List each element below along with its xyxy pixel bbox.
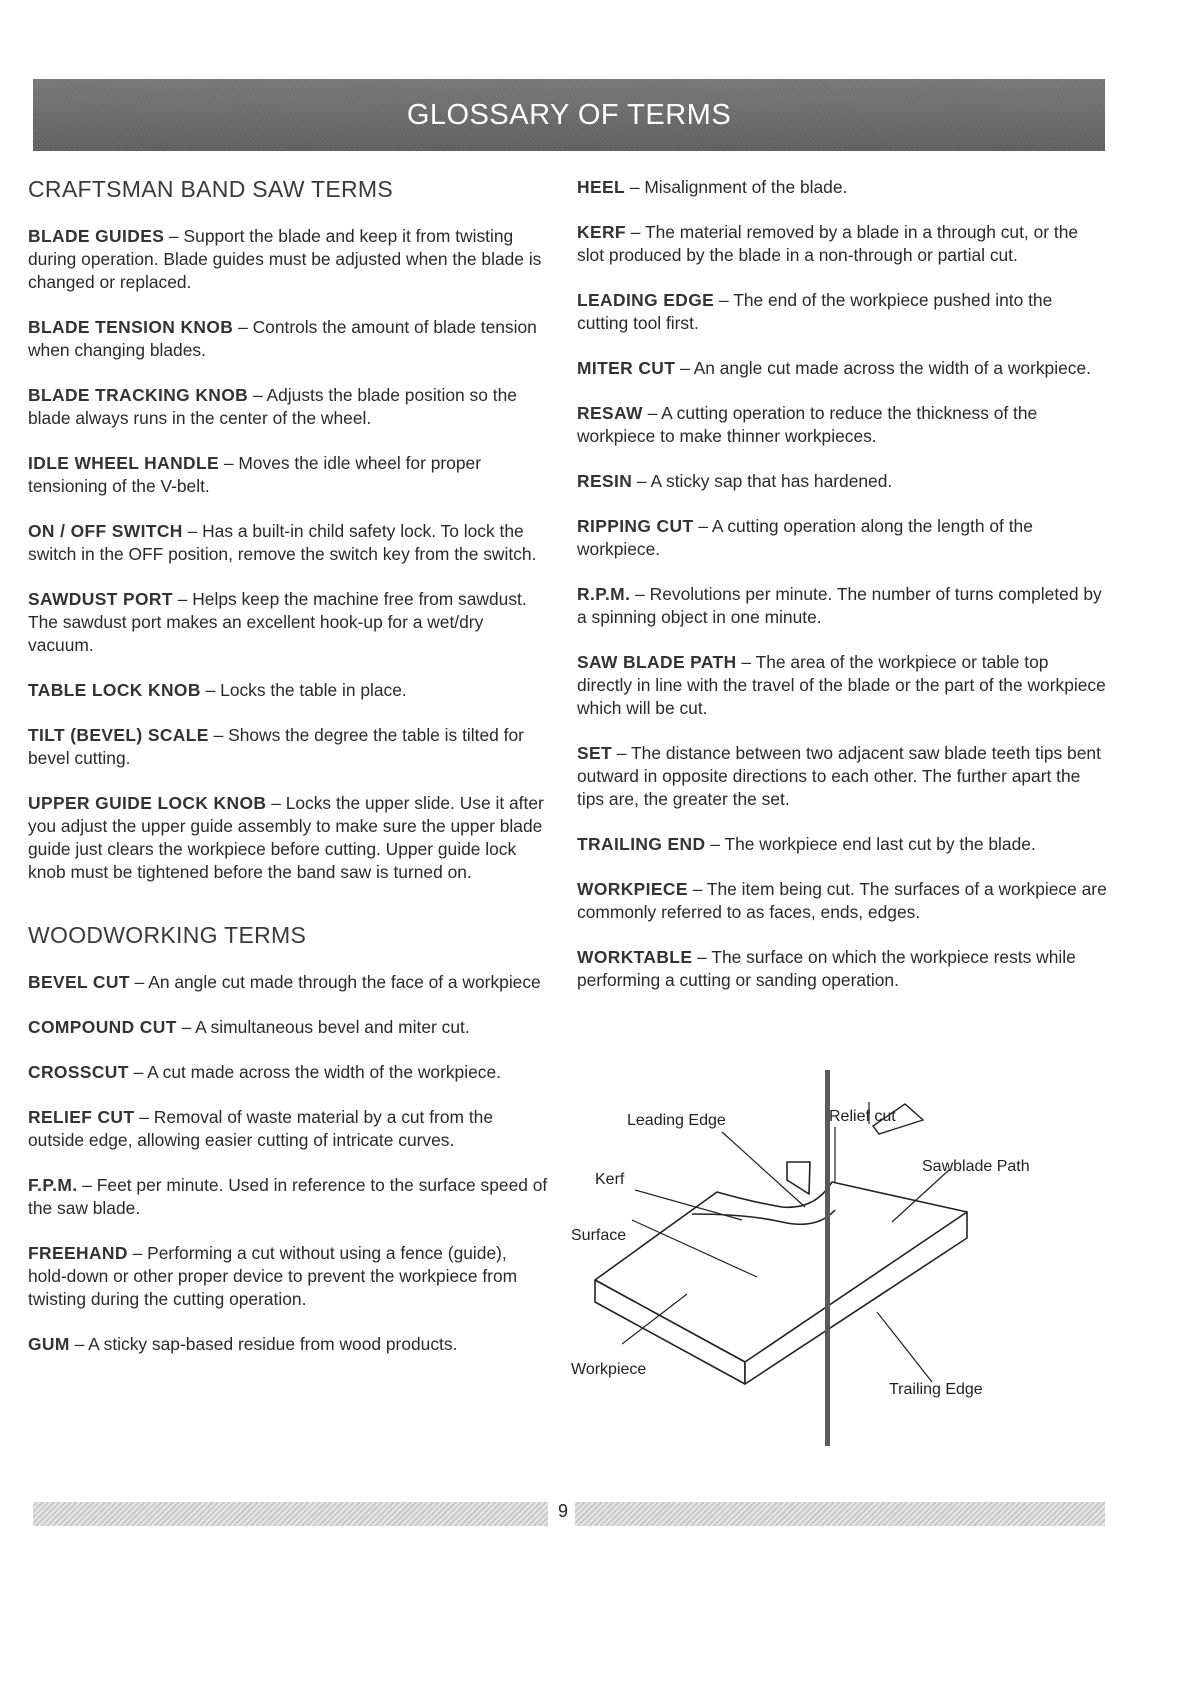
glossary-entry-relief-cut — [28, 1106, 550, 1152]
glossary-entry-set — [577, 742, 1107, 811]
glossary-definition: – Helps keep the machine free from sawdust. The sawdust port makes an excellent hook-up for a wet/dry vacuum. — [28, 589, 527, 655]
glossary-entry-workpiece — [577, 878, 1107, 924]
glossary-entry-heel — [577, 176, 1107, 199]
glossary-definition: – The material removed by a blade in a through cut, or the slot produced by the blade in a non-through or partial cut. — [577, 222, 1079, 265]
glossary-term: UPPER GUIDE LOCK KNOB — [28, 793, 267, 813]
glossary-definition: – Feet per minute. Used in reference to the surface speed of the saw blade. — [28, 1175, 548, 1218]
glossary-term: BLADE GUIDES — [28, 226, 165, 246]
label-trailing-edge: Trailing Edge — [889, 1381, 983, 1398]
glossary-definition: – The end of the workpiece pushed into the cutting tool first. — [577, 290, 1053, 333]
glossary-definition: – Shows the degree the table is tilted for bevel cutting. — [28, 725, 524, 768]
glossary-definition: – Has a built-in child safety lock. To lock the switch in the OFF position, remove the switch key from the switch. — [28, 521, 537, 564]
glossary-term: BEVEL CUT — [28, 972, 130, 992]
glossary-definition: – Removal of waste material by a cut from the outside edge, allowing easier cutting of intricate curves. — [28, 1107, 494, 1150]
glossary-term: BLADE TENSION KNOB — [28, 317, 234, 337]
page-title: GLOSSARY OF TERMS — [406, 98, 732, 131]
glossary-definition: – The workpiece end last cut by the blade. — [705, 834, 1036, 854]
glossary-term: MITER CUT — [577, 358, 676, 378]
label-kerf: Kerf — [595, 1171, 625, 1188]
glossary-definition: – Adjusts the blade position so the blade always runs in the center of the wheel. — [28, 385, 517, 428]
glossary-term: BLADE TRACKING KNOB — [28, 385, 249, 405]
glossary-term: F.P.M. — [28, 1175, 78, 1195]
glossary-definition: – A sticky sap-based residue from wood products. — [69, 1334, 458, 1354]
glossary-entry-saw-blade-path — [577, 651, 1107, 720]
label-relief-cut: Relief cut — [829, 1108, 896, 1125]
glossary-entry-rpm — [577, 583, 1107, 629]
glossary-entry-leading-edge — [577, 289, 1107, 335]
glossary-entry-blade-tension-knob — [28, 316, 550, 362]
glossary-definition: – The item being cut. The surfaces of a workpiece are commonly referred to as faces, ends, edges. — [577, 879, 1107, 922]
glossary-definition: – A cutting operation to reduce the thickness of the workpiece to make thinner workpieces. — [577, 403, 1038, 446]
glossary-definition: – Support the blade and keep it from twisting during operation. Blade guides must be adjusted when the blade is changed or replaced. — [28, 226, 542, 292]
glossary-entry-idle-wheel-handle — [28, 452, 550, 498]
glossary-term: SAW BLADE PATH — [577, 652, 737, 672]
glossary-term: KERF — [577, 222, 626, 242]
glossary-entry-on-off-switch — [28, 520, 550, 566]
glossary-definition: – A sticky sap that has hardened. — [632, 471, 893, 491]
glossary-entry-upper-guide-lock-knob — [28, 792, 550, 884]
label-leading-edge: Leading Edge — [627, 1112, 726, 1129]
glossary-banner — [33, 79, 1105, 151]
relief-cut-notch — [787, 1162, 810, 1194]
leader-trailing-edge — [877, 1312, 932, 1382]
glossary-entry-trailing-end — [577, 833, 1107, 856]
glossary-entry-compound-cut — [28, 1016, 550, 1039]
glossary-term: WORKPIECE — [577, 879, 688, 899]
glossary-term: SAWDUST PORT — [28, 589, 173, 609]
glossary-term: CROSSCUT — [28, 1062, 129, 1082]
glossary-term: GUM — [28, 1334, 70, 1354]
glossary-term: FREEHAND — [28, 1243, 128, 1263]
glossary-term: IDLE WHEEL HANDLE — [28, 453, 220, 473]
glossary-entry-ripping-cut — [577, 515, 1107, 561]
glossary-term: ON / OFF SWITCH — [28, 521, 183, 541]
glossary-entry-blade-tracking-knob — [28, 384, 550, 430]
glossary-entry-miter-cut — [577, 357, 1107, 380]
glossary-definition: – An angle cut made through the face of a workpiece — [129, 972, 541, 992]
glossary-entry-table-lock-knob — [28, 679, 550, 702]
saw-blade — [825, 1070, 830, 1446]
glossary-term: RESIN — [577, 471, 633, 491]
glossary-definition: – An angle cut made across the width of a workpiece. — [675, 358, 1091, 378]
footer-bar-right — [575, 1502, 1105, 1526]
glossary-entry-gum — [28, 1333, 550, 1356]
glossary-entry-resaw — [577, 402, 1107, 448]
glossary-term: HEEL — [577, 177, 625, 197]
glossary-entry-fpm — [28, 1174, 550, 1220]
glossary-definition: – Revolutions per minute. The number of turns completed by a spinning object in one minute. — [577, 584, 1102, 627]
glossary-entry-resin — [577, 470, 1107, 493]
footer-bar-left — [33, 1502, 548, 1526]
left-column — [28, 176, 550, 1378]
glossary-entry-bevel-cut — [28, 971, 550, 994]
glossary-term: R.P.M. — [577, 584, 631, 604]
glossary-definition: – The distance between two adjacent saw blade teeth tips bent outward in opposite directions to each other. The further apart the tips are, the greater the set. — [577, 743, 1101, 809]
band-saw-cut-diagram — [571, 1062, 1107, 1452]
label-sawblade-path: Sawblade Path — [922, 1158, 1030, 1175]
glossary-entry-crosscut — [28, 1061, 550, 1084]
glossary-term: TRAILING END — [577, 834, 706, 854]
glossary-term: RELIEF CUT — [28, 1107, 135, 1127]
glossary-definition: – The area of the workpiece or table top directly in line with the travel of the blade or the part of the workpiece which will be cut. — [577, 652, 1106, 718]
glossary-entry-freehand — [28, 1242, 550, 1311]
section-heading-craftsman: CRAFTSMAN BAND SAW TERMS — [28, 176, 394, 202]
right-column — [577, 176, 1107, 1014]
glossary-definition: – Controls the amount of blade tension when changing blades. — [28, 317, 537, 360]
glossary-definition: – Performing a cut without using a fence (guide), hold-down or other proper device to prevent the workpiece from twisting during the cutting operation. — [28, 1243, 518, 1309]
glossary-entry-worktable — [577, 946, 1107, 992]
glossary-definition: – Locks the table in place. — [200, 680, 407, 700]
glossary-definition: – Locks the upper slide. Use it after you adjust the upper guide assembly to make sure the upper blade guide just clears the workpiece before cutting. Upper guide lock knob must be tightened before the band saw is turned on. — [28, 793, 544, 882]
glossary-definition: – Misalignment of the blade. — [624, 177, 848, 197]
label-workpiece: Workpiece — [571, 1361, 647, 1378]
glossary-term: TABLE LOCK KNOB — [28, 680, 201, 700]
glossary-definition: – Moves the idle wheel for proper tensioning of the V-belt. — [28, 453, 481, 496]
section-heading-woodworking: WOODWORKING TERMS — [28, 922, 307, 948]
glossary-definition: – A simultaneous bevel and miter cut. — [176, 1017, 470, 1037]
glossary-entry-tilt-bevel-scale — [28, 724, 550, 770]
label-surface: Surface — [571, 1227, 627, 1244]
glossary-entry-blade-guides — [28, 225, 550, 294]
glossary-term: TILT (BEVEL) SCALE — [28, 725, 209, 745]
glossary-definition: – The surface on which the workpiece rests while performing a cutting or sanding operation. — [577, 947, 1076, 990]
glossary-definition: – A cut made across the width of the workpiece. — [128, 1062, 501, 1082]
glossary-term: COMPOUND CUT — [28, 1017, 177, 1037]
glossary-entry-kerf — [577, 221, 1107, 267]
glossary-term: RIPPING CUT — [577, 516, 694, 536]
glossary-definition: – A cutting operation along the length of the workpiece. — [577, 516, 1033, 559]
glossary-term: SET — [577, 743, 613, 763]
glossary-term: RESAW — [577, 403, 643, 423]
page-number: 9 — [557, 1501, 568, 1521]
glossary-term: LEADING EDGE — [577, 290, 715, 310]
glossary-term: WORKTABLE — [577, 947, 693, 967]
glossary-entry-sawdust-port — [28, 588, 550, 657]
